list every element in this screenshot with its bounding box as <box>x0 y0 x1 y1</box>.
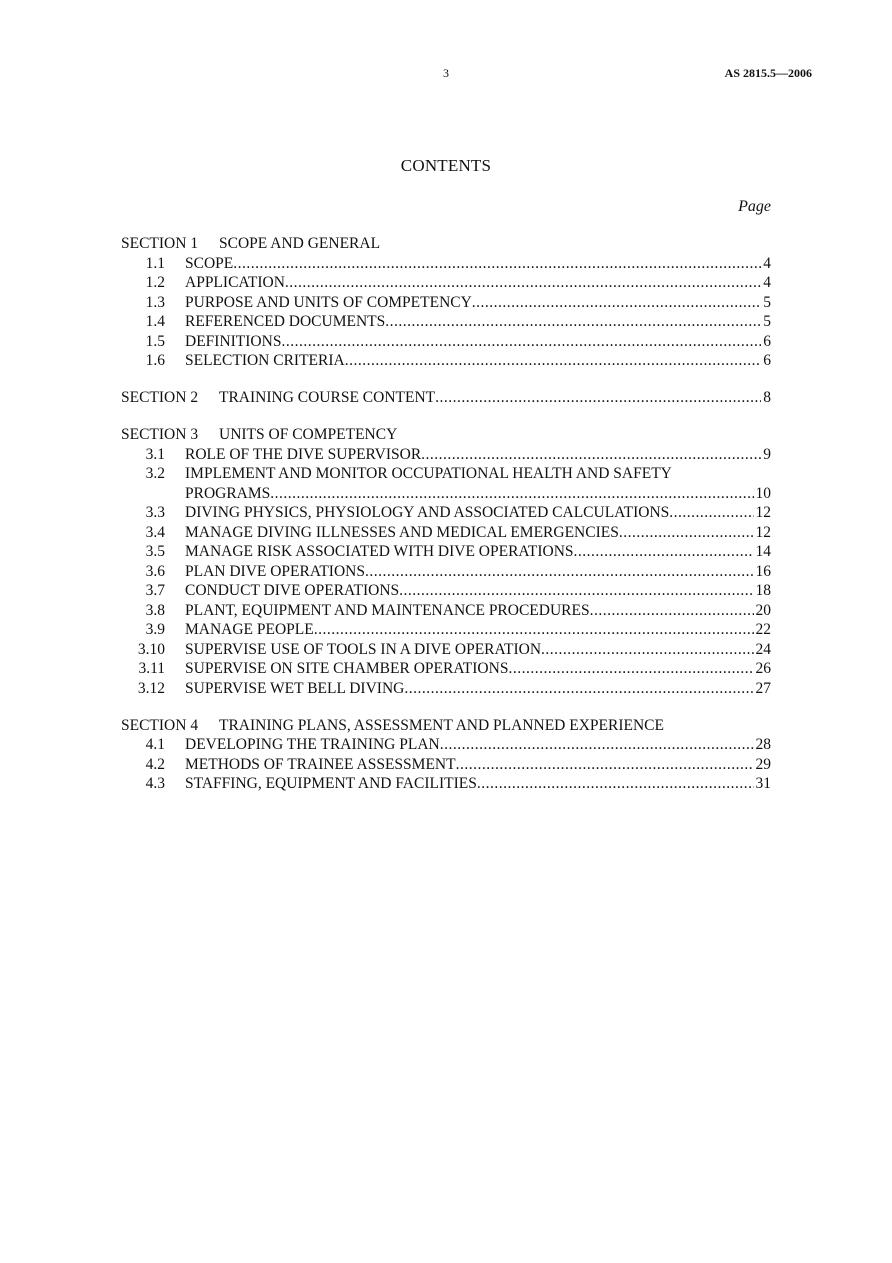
entry-page: 16 <box>755 562 771 580</box>
page-column-label: Page <box>738 198 771 215</box>
entry-number: 3.11 <box>138 660 165 677</box>
entry-number: 3.7 <box>145 582 165 599</box>
section-number: SECTION 2 <box>121 389 199 406</box>
entry-page: 5 <box>763 293 771 311</box>
entry-number: 3.12 <box>137 679 165 697</box>
toc-entry-4-1[interactable] <box>121 735 771 755</box>
entry-page: 10 <box>755 484 771 502</box>
entry-title: APPLICATION <box>185 274 285 291</box>
section-title: UNITS OF COMPETENCY <box>219 426 398 443</box>
dot-leader <box>314 620 754 640</box>
dot-leader <box>456 755 754 775</box>
section-title: TRAINING COURSE CONTENT <box>219 389 436 406</box>
entry-title: DEFINITIONS <box>185 332 282 350</box>
dot-leader <box>508 659 753 679</box>
entry-title: MANAGE DIVING ILLNESSES AND MEDICAL EMERGENCIES <box>185 523 619 541</box>
toc-entry-3-8[interactable] <box>121 601 771 621</box>
entry-number: 3.10 <box>137 640 165 658</box>
entry-number: 3.5 <box>145 543 165 560</box>
toc-entry-4-3[interactable] <box>121 774 771 794</box>
toc-entry-3-1[interactable] <box>121 445 771 465</box>
section-heading[interactable] <box>121 716 771 736</box>
entry-page: 4 <box>763 274 771 291</box>
entry-title: CONDUCT DIVE OPERATIONS <box>185 582 400 599</box>
dot-leader <box>421 445 761 465</box>
entry-page: 18 <box>755 582 771 599</box>
toc-entry-1-2[interactable] <box>121 273 771 293</box>
dot-leader <box>399 581 753 601</box>
toc-entry-1-3[interactable] <box>121 293 771 313</box>
standard-identifier: AS 2815.5—2006 <box>724 66 812 80</box>
toc-entry-3-5[interactable] <box>121 542 771 562</box>
entry-number: 3.3 <box>145 504 165 521</box>
dot-leader <box>233 254 761 274</box>
entry-page: 6 <box>763 352 771 369</box>
toc-entry-1-1[interactable] <box>121 254 771 274</box>
entry-page: 24 <box>755 640 771 658</box>
entry-number: 3.1 <box>145 445 165 463</box>
toc-entry-3-2[interactable] <box>121 464 771 503</box>
toc-entry-1-6[interactable] <box>121 351 771 371</box>
entry-page: 28 <box>755 736 771 753</box>
toc-entry-1-4[interactable] <box>121 312 771 332</box>
entry-page: 29 <box>755 755 771 773</box>
toc-section-2 <box>121 388 771 408</box>
entry-number: 1.2 <box>145 274 165 291</box>
entry-number: 1.6 <box>145 352 165 369</box>
toc-entry-3-9[interactable] <box>121 620 771 640</box>
entry-title: SCOPE <box>185 254 234 272</box>
section-title: TRAINING PLANS, ASSESSMENT AND PLANNED EXPERIENCE <box>219 716 664 734</box>
section-heading[interactable] <box>121 234 771 254</box>
toc-section-3 <box>121 425 771 698</box>
dot-leader <box>404 679 753 699</box>
entry-number: 1.5 <box>145 332 165 350</box>
entry-title: PURPOSE AND UNITS OF COMPETENCY <box>185 293 472 311</box>
entry-page: 12 <box>755 504 771 521</box>
entry-title: REFERENCED DOCUMENTS <box>185 313 386 330</box>
entry-number: 4.3 <box>145 775 165 792</box>
entry-page: 31 <box>755 775 771 792</box>
section-heading[interactable] <box>121 388 771 408</box>
dot-leader <box>619 523 754 543</box>
page-title: CONTENTS <box>400 156 492 175</box>
entry-title: SUPERVISE ON SITE CHAMBER OPERATIONS <box>185 660 509 677</box>
toc-entry-3-12[interactable] <box>121 679 771 699</box>
entry-page: 20 <box>755 601 771 619</box>
entry-title: SUPERVISE USE OF TOOLS IN A DIVE OPERATION <box>185 640 542 658</box>
entry-number: 3.8 <box>145 601 165 619</box>
dot-leader <box>574 542 754 562</box>
dot-leader <box>365 562 754 582</box>
entry-number: 1.1 <box>145 254 165 272</box>
entry-number: 4.1 <box>145 736 165 753</box>
toc-entry-3-6[interactable] <box>121 562 771 582</box>
entry-title: SELECTION CRITERIA <box>185 352 345 369</box>
section-heading[interactable] <box>121 425 771 445</box>
entry-title: ROLE OF THE DIVE SUPERVISOR <box>185 445 422 463</box>
entry-title: DIVING PHYSICS, PHYSIOLOGY AND ASSOCIATED CALCULATIONS <box>185 504 670 521</box>
dot-leader <box>345 351 762 371</box>
toc-section-1 <box>121 234 771 371</box>
toc-entry-3-7[interactable] <box>121 581 771 601</box>
dot-leader <box>281 332 761 352</box>
entry-title: MANAGE PEOPLE <box>185 621 314 638</box>
toc-section-4 <box>121 716 771 794</box>
entry-page: 6 <box>763 332 771 350</box>
entry-title: DEVELOPING THE TRAINING PLAN <box>185 736 440 753</box>
dot-leader <box>285 273 761 293</box>
entry-title: PLANT, EQUIPMENT AND MAINTENANCE PROCEDURES <box>185 601 590 619</box>
entry-number: 3.2 <box>145 465 165 482</box>
dot-leader <box>435 388 761 408</box>
section-number: SECTION 4 <box>121 716 199 734</box>
toc-entry-3-3[interactable] <box>121 503 771 523</box>
entry-page: 14 <box>755 543 771 560</box>
entry-title: MANAGE RISK ASSOCIATED WITH DIVE OPERATIONS <box>185 543 574 560</box>
section-title: SCOPE AND GENERAL <box>219 235 381 252</box>
entry-title: METHODS OF TRAINEE ASSESSMENT <box>185 755 456 773</box>
toc-entry-4-2[interactable] <box>121 755 771 775</box>
entry-page: 12 <box>755 523 771 541</box>
entry-number: 3.6 <box>145 562 165 580</box>
dot-leader <box>590 601 754 621</box>
entry-page: 9 <box>763 445 771 463</box>
section-page: 8 <box>763 389 771 406</box>
entry-page: 5 <box>763 313 771 330</box>
entry-number: 4.2 <box>145 755 165 773</box>
entry-page: 4 <box>763 254 771 272</box>
entry-number: 1.3 <box>145 293 165 311</box>
dot-leader <box>270 484 753 504</box>
dot-leader <box>440 735 754 755</box>
entry-title: PLAN DIVE OPERATIONS <box>185 562 365 580</box>
entry-page: 27 <box>755 679 771 697</box>
dot-leader <box>541 640 753 660</box>
entry-number: 3.9 <box>145 621 165 638</box>
page-number: 3 <box>443 66 449 80</box>
dot-leader <box>669 503 753 523</box>
entry-number: 3.4 <box>145 523 165 541</box>
entry-page: 26 <box>755 660 771 677</box>
toc-entry-3-4[interactable] <box>121 523 771 543</box>
table-of-contents <box>121 234 771 811</box>
entry-title: SUPERVISE WET BELL DIVING <box>185 679 405 697</box>
toc-entry-1-5[interactable] <box>121 332 771 352</box>
section-number: SECTION 3 <box>121 426 199 443</box>
entry-title: STAFFING, EQUIPMENT AND FACILITIES <box>185 775 477 792</box>
entry-title-line-2: PROGRAMS <box>185 484 271 502</box>
toc-entry-3-10[interactable] <box>121 640 771 660</box>
entry-number: 1.4 <box>145 313 165 330</box>
dot-leader <box>472 293 761 313</box>
section-number: SECTION 1 <box>121 235 199 252</box>
entry-title-line-1: IMPLEMENT AND MONITOR OCCUPATIONAL HEALTH AND SAFETY <box>185 465 672 482</box>
dot-leader <box>477 774 754 794</box>
dot-leader <box>385 312 761 332</box>
toc-entry-3-11[interactable] <box>121 659 771 679</box>
entry-page: 22 <box>755 621 771 638</box>
